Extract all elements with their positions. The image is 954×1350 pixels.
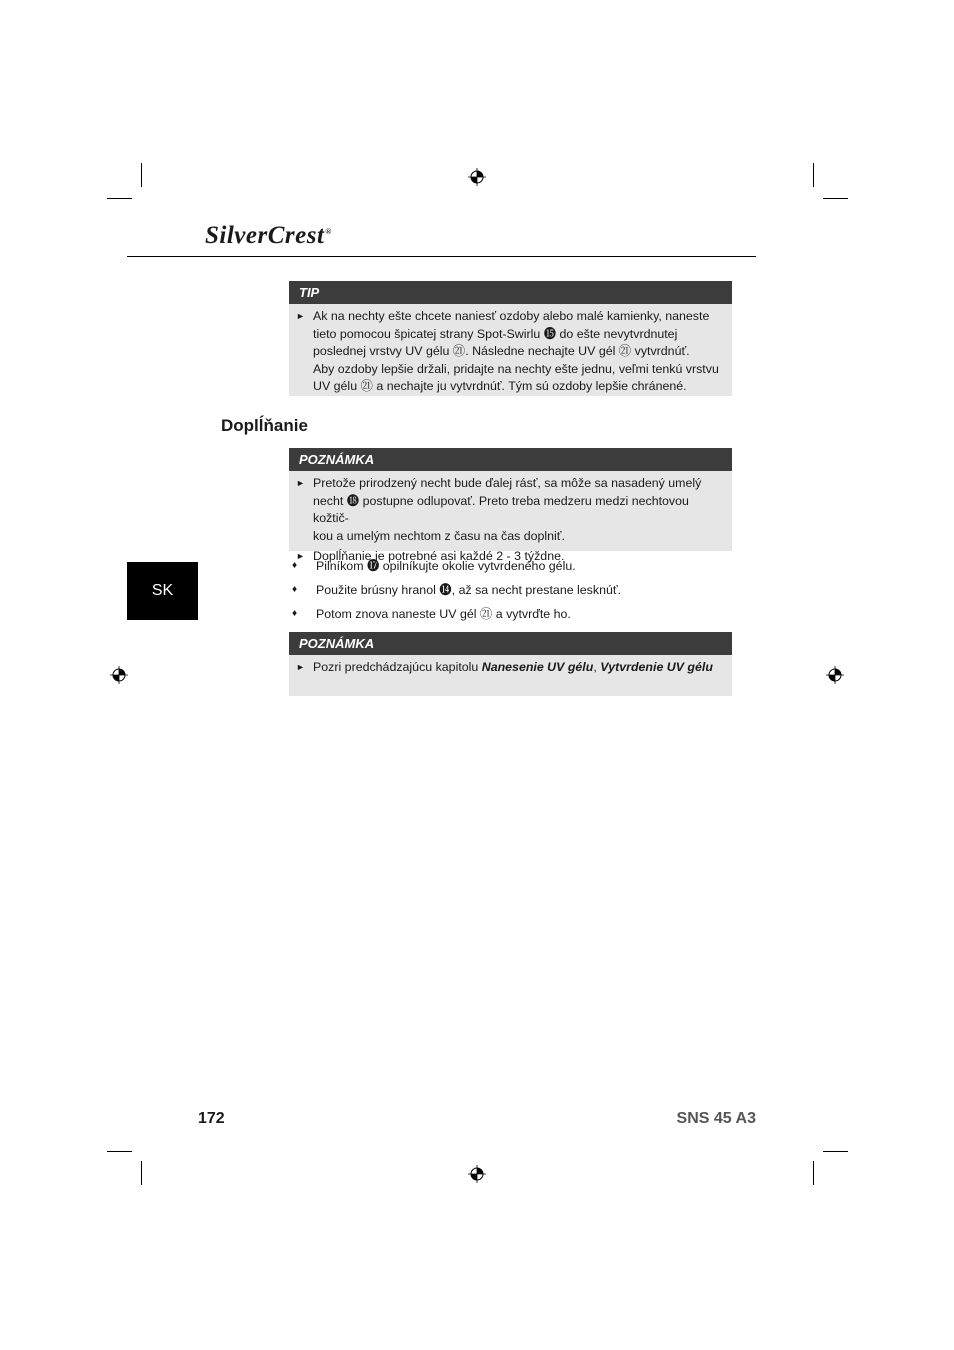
note-prefix: Pozri predchádzajúcu kapitolu xyxy=(313,660,482,674)
crop-mark xyxy=(823,1151,848,1152)
crop-mark xyxy=(141,1161,142,1185)
note-item-text: Doplĺňanie je potrebné asi každé 2 - 3 týždne. xyxy=(313,549,565,563)
tip-item xyxy=(296,308,726,396)
note-item xyxy=(296,659,726,677)
crop-mark xyxy=(141,163,142,187)
step-text: Použite brúsny hranol ⓮, až sa necht prestane lesknúť. xyxy=(316,583,621,597)
list-item xyxy=(292,605,732,629)
note-item-text: Pretože prirodzený necht bude ďalej rásť, sa môže sa nasadený umelý necht ⓲ postupne odlupovať. Preto treba medzeru medzi nechtovou kožtič- kou a umelým nechtom z času na čas doplniť. xyxy=(313,476,702,543)
steps-list xyxy=(292,557,732,629)
diamond-bullet-icon: ♦ xyxy=(292,560,298,571)
note-item xyxy=(296,475,726,545)
registration-mark-icon xyxy=(468,168,486,186)
arrow-bullet-icon: ► xyxy=(296,551,305,561)
step-text: Potom znova naneste UV gél ㉑ a vytvrďte ho. xyxy=(316,607,571,621)
brand-logo-text: SilverCrest xyxy=(205,222,325,249)
registration-mark-icon xyxy=(826,666,844,684)
crop-mark xyxy=(107,1151,132,1152)
note-item-text xyxy=(313,659,726,677)
crop-mark xyxy=(107,198,132,199)
list-item xyxy=(292,557,732,581)
chapter-reference: Vytvrdenie UV gélu xyxy=(600,660,713,674)
arrow-bullet-icon: ► xyxy=(296,662,305,672)
model-number: SNS 45 A3 xyxy=(676,1110,756,1127)
note-body xyxy=(289,655,732,696)
tip-header: TIP xyxy=(289,281,732,304)
diamond-bullet-icon: ♦ xyxy=(292,584,298,595)
step-text: Pilníkom ⓱ opilníkujte okolie vytvrdeného gélu. xyxy=(316,559,576,573)
crop-mark xyxy=(813,163,814,187)
trademark-mark: ® xyxy=(325,226,332,236)
arrow-bullet-icon: ► xyxy=(296,311,305,321)
reference-separator: , xyxy=(593,660,601,674)
tip-body xyxy=(289,304,732,396)
header-rule xyxy=(127,256,756,257)
page-number: 172 xyxy=(198,1110,225,1127)
note-header: POZNÁMKA xyxy=(289,632,732,655)
note-body xyxy=(289,471,732,563)
arrow-bullet-icon: ► xyxy=(296,478,305,488)
list-item xyxy=(292,581,732,605)
tip-item-text: Ak na nechty ešte chcete naniesť ozdoby alebo malé kamienky, naneste tieto pomocou špicatej strany Spot-Swirlu ⓯ do ešte nevytvrdnutej poslednej vrstvy UV gélu ㉑. Následne nechajte UV gél ㉑ vytvrdnúť. Aby ozdoby lepšie držali, pridajte na nechty ešte jednu, veľmi tenkú vrstvu UV gélu ㉑ a nechajte ju vytvrdnúť. Tým sú ozdoby lepšie chránené. xyxy=(313,309,719,393)
note-header: POZNÁMKA xyxy=(289,448,732,471)
registration-mark-icon xyxy=(468,1165,486,1183)
brand-logo xyxy=(205,222,332,250)
diamond-bullet-icon: ♦ xyxy=(292,608,298,619)
language-tab: SK xyxy=(127,562,198,620)
chapter-reference: Nanesenie UV gélu xyxy=(481,660,594,674)
registration-mark-icon xyxy=(110,666,128,684)
section-title: Doplĺňanie xyxy=(221,416,308,435)
crop-mark xyxy=(823,198,848,199)
crop-mark xyxy=(813,1161,814,1185)
